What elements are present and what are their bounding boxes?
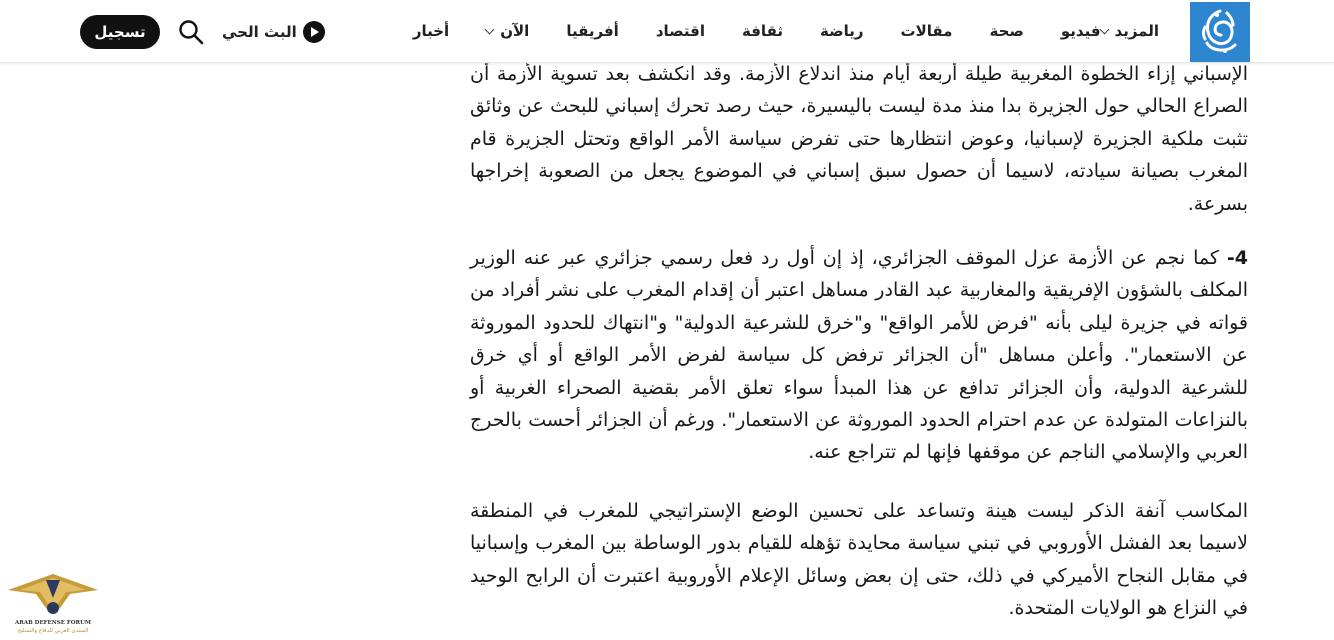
watermark-badge: DA [48,606,58,613]
logo-calligraphy-icon [1197,7,1243,57]
paragraph-line: الموضوع يجعل من الصعوبة إخراجها بسرعة. [470,160,1248,215]
nav-item-economy[interactable] [656,22,705,40]
nav-label: الآن [500,22,530,40]
nav-item-culture[interactable] [742,22,783,40]
article-paragraph [470,242,1248,469]
nav-label: رياضة [820,22,864,40]
search-button[interactable] [178,19,204,45]
nav-label: اقتصاد [655,22,706,40]
paragraph-line: بين المغرب وإسبانيا في مقابل النجاح الأميركي في ذلك، حتى إن بعض وسائل الإعلام [470,532,1248,587]
paragraph-line: الإسباني إزاء الخطوة المغربية طيلة أربعة أيام منذ اندلاع الأزمة. وقد انكشف بعد تسوية [550,63,1248,85]
nav-item-video[interactable] [1061,22,1101,40]
paragraph-number: 4- [1226,247,1248,269]
aljazeera-logo-icon[interactable] [1190,2,1250,62]
paragraph-line: كما نجم عن الأزمة عزل الموقف الجزائري، إذ إن أول رد فعل رسمي جزائري عبر عنه الوزير [470,247,1227,269]
nav-item-health[interactable] [989,22,1023,40]
nav-item-more[interactable] [1101,22,1159,40]
paragraph-line: أفراد من قواته في جزيرة ليلى بأنه "فرض للأمر الواقع" و"خرق للشرعية الدولية" و"انتهاك [470,279,1249,334]
nav-item-news[interactable] [413,22,449,40]
nav-label: المزيد [1114,22,1159,40]
paragraph-line: الواقع وتحتل الجزيرة قام المغرب بصيانة سيادته، لاسيما أن حصول سبق إسباني في [470,127,1248,183]
nav-item-now[interactable] [486,22,529,40]
arab-defense-forum-watermark [6,568,100,640]
paragraph-line: الصحراء الغربية أو بالنزاعات المتولدة عن عدم احترام الحدود الموروثة عن الاستعمار". ورغم [470,376,1249,432]
paragraph-line: الأوروبية اعتبرت أن الرابح الوحيد في النزاع هو الولايات المتحدة. [470,564,1248,620]
paragraph-line: المكلف بالشؤون الإفريقية والمغاربية عبد القادر مساهل اعتبر أن إقدام المغرب على نشر [546,279,1249,302]
play-icon [303,21,325,43]
paragraph-line: المنطقة لاسيما بعد الفشل الأوروبي في تبني سياسة محايدة تؤهله للقيام بدور الوساطة [470,500,1248,555]
nav-item-articles[interactable] [901,22,953,40]
article-paragraph [470,58,1248,220]
nav-item-africa[interactable] [566,22,618,40]
nav-label: أخبار [412,22,450,40]
nav-label: مقالات [900,22,953,40]
site-header [0,0,1334,63]
watermark-subtitle: المنتدى العربي للدفاع والتسليح [17,628,89,634]
nav-item-sports[interactable] [820,22,864,40]
chevron-down-icon [485,24,495,34]
paragraph-line: أن الجزائر أحست بالحرج العربي والإسلامي الناجم عن موقفها فإنها لم تتراجع عنه. [470,409,1248,464]
register-label: تسجيل [94,23,146,41]
paragraph-line: للحدود الموروثة عن الاستعمار". وأعلن مساهل "أن الجزائر ترفض كل سياسة لفرض الأمر [470,311,1248,367]
main-nav [376,0,1159,62]
nav-label: أفريقيا [566,22,619,40]
paragraph-line: للبحث عن وثائق تثبت ملكية الجزيرة لإسبانيا، وعوض انتظارها حتى تفرض سياسة الأمر [470,95,1248,150]
search-icon [178,19,204,45]
paragraph-line: المكاسب آنفة الذكر ليست هينة وتساعد على تحسين الوضع الإستراتيجي للمغرب في [543,500,1249,522]
watermark-title: ARAB DEFENSE FORUM [15,620,91,626]
article-paragraph [470,495,1248,625]
nav-label: فيديو [1060,22,1101,40]
live-label: البث الحي [222,23,297,41]
live-stream-button[interactable] [222,20,325,44]
paragraph-line: الأزمة أن الصراع الحالي حول الجزيرة بدا منذ مدة ليست باليسيرة، حيث رصد تحرك إسباني [470,63,1249,118]
nav-label: صحة [989,22,1024,40]
register-button[interactable] [80,15,160,49]
nav-label: ثقافة [742,22,783,40]
paragraph-line: الواقع أو أي خرق للشرعية الدولية، وأن الجزائر تدافع عن هذا المبدأ سواء تعلق الأمر بقضية [470,344,1248,399]
